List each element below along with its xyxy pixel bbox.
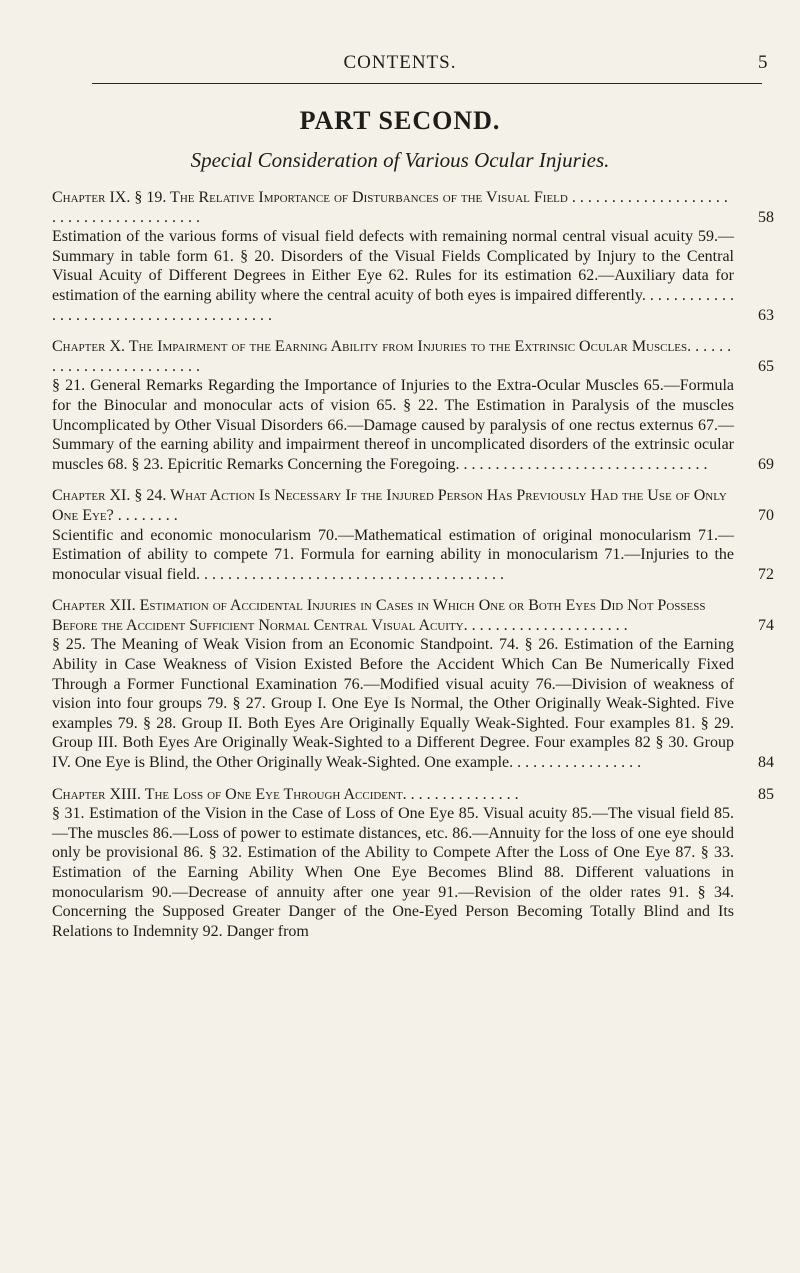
chapter-summary: Scientific and economic monocularism 70.—Mathematical estimation of original monocularism 71.—Estimation of ability to compete 71. Formula for earning ability in monocularism 71.—Injuries to the monocular visual field. . . . . . . . . . . . . . . . . . . . . . . . . . . . . . . . . . . . . . .	[52, 526, 734, 583]
chapter-summary: § 31. Estimation of the Vision in the Case of Loss of One Eye 85. Visual acuity 85.—The visual field 85.—The muscles 86.—Loss of power to estimate distances, etc. 86.—Annuity for the loss of one eye should only be provisional 86. § 32. Estimation of the Ability to Compete After the Loss of One Eye 87. § 33. Estimation of the Earning Ability When One Eye Becomes Blind 88. Different valuations in monocularism 90.—Decrease of annuity after one year 91.—Revision of the older rates 91. § 34. Concerning the Supposed Greater Danger of the One-Eyed Person Becoming Totally Blind and Its Relations to Indemnity 92. Danger from	[52, 805, 734, 940]
chapter-entry	[52, 785, 774, 942]
chapter-heading-page: 85	[758, 785, 774, 803]
chapter-heading-text: Chapter XI. § 24. What Action Is Necessary If the Injured Person Has Previously Had the Use of Only One Eye? . . . . . . . .	[52, 487, 727, 524]
chapter-heading-page: 58	[758, 208, 774, 226]
chapter-heading	[52, 188, 774, 227]
chapter-summary: Estimation of the various forms of visual field defects with remaining normal central visual acuity 59.—Summary in table form 61. § 20. Disorders of the Visual Fields Complicated by Injury to the Central Visual Acuity of Different Degrees in Either Eye 62. Rules for its estimation 62.—Auxiliary data for estimation of the earning ability where the central acuity of both eyes is impaired differently. . . . . . . . . . . . . . . . . . . . . . . . . . . . . . . . . . . . . . . .	[52, 228, 734, 324]
part-subtitle: Special Consideration of Various Ocular Injuries.	[190, 148, 610, 172]
chapter-heading	[52, 596, 774, 635]
chapter-entry	[52, 486, 774, 584]
chapter-heading-text: Chapter XII. Estimation of Accidental Injuries in Cases in Which One or Both Eyes Did Not Possess Before the Accident Sufficient Normal Central Visual Acuity. . . . . . . . . . . . . . . . . . . . .	[52, 597, 706, 634]
header-rule	[92, 83, 762, 84]
chapter-summary-page: 84	[758, 754, 774, 772]
chapter-heading-text: Chapter XIII. The Loss of One Eye Through Accident. . . . . . . . . . . . . . .	[52, 785, 519, 803]
chapter-summary: § 21. General Remarks Regarding the Importance of Injuries to the Extra-Ocular Muscles 65.—Formula for the Binocular and monocular acts of vision 65. § 22. The Estimation in Paralysis of the muscles Uncomplicated by Other Visual Disorders 66.—Damage caused by paralysis of one rectus externus 67.—Summary of the earning ability and impairment thereof in uncomplicated disorders of the extrinsic ocular muscles 68. § 23. Epicritic Remarks Concerning the Foregoing. . . . . . . . . . . . . . . . . . . . . . . . . . . . . . . .	[52, 377, 734, 473]
chapter-entry	[52, 188, 774, 325]
chapter-heading-page: 70	[758, 506, 774, 524]
chapter-summary-page: 63	[758, 306, 774, 324]
chapter-summary: § 25. The Meaning of Weak Vision from an Economic Standpoint. 74. § 26. Estimation of the Earning Ability in Case Weakness of Vision Existed Before the Accident Which Can Be Numerically Fixed Through a Former Functional Examination 76.—Modified visual acuity 76.—Division of weakness of vision into four groups 79. § 27. Group I. One Eye Is Normal, the Other Originally Weak-Sighted. Five examples 79. § 28. Group II. Both Eyes Are Originally Equally Weak-Sighted. Four examples 81. § 29. Group III. Both Eyes Are Originally Weak-Sighted to a Different Degree. Four examples 82 § 30. Group IV. One Eye is Blind, the Other Originally Weak-Sighted. One example. . . . . . . . . . . . . . . . .	[52, 636, 734, 772]
chapter-heading-page: 65	[758, 357, 774, 375]
chapter-heading	[52, 337, 774, 376]
chapter-summary-page: 72	[758, 565, 774, 583]
running-title: CONTENTS.	[343, 52, 457, 73]
chapter-entry	[52, 596, 774, 772]
chapter-heading	[52, 785, 774, 805]
part-title: PART SECOND.	[299, 106, 501, 135]
chapter-heading-text: Chapter X. The Impairment of the Earning Ability from Injuries to the Extrinsic Ocular Muscles. . . . . . . . . . . . . . . . . . . . . . . . .	[52, 338, 732, 375]
chapter-heading-page: 74	[758, 616, 774, 634]
page-number: 5	[758, 52, 768, 73]
table-of-contents	[52, 188, 774, 953]
chapter-summary-page: 69	[758, 455, 774, 473]
chapter-entry	[52, 337, 774, 474]
chapter-heading	[52, 486, 774, 525]
chapter-heading-text: Chapter IX. § 19. The Relative Importance of Disturbances of the Visual Field . . . . . . . . . . . . . . . . . . . . . . . . . . . . . . . . . . . . . . .	[52, 189, 728, 226]
